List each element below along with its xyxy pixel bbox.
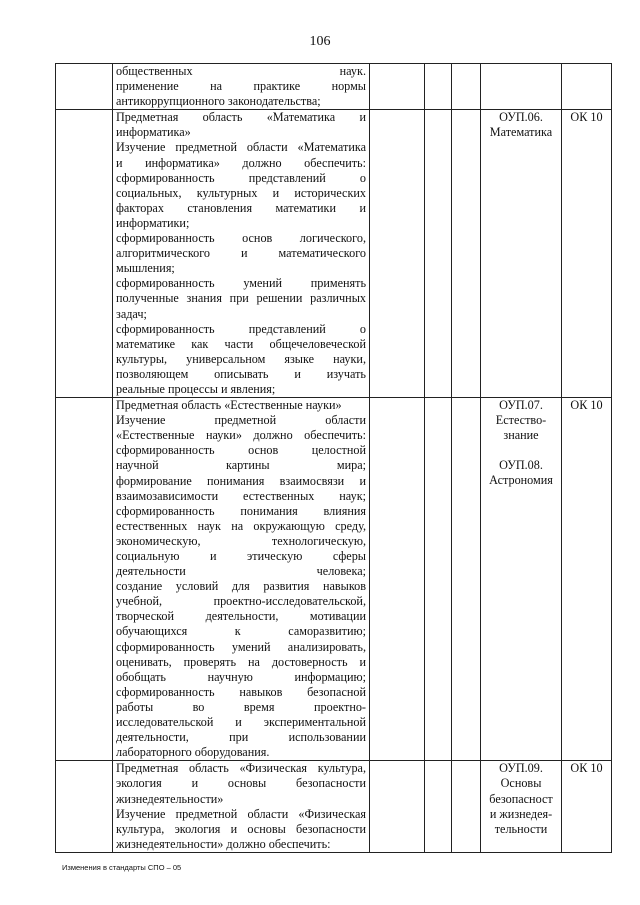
requirement-line: сформированность основ целостной bbox=[116, 443, 366, 458]
requirement-line: Изучение предметной области bbox=[116, 413, 366, 428]
empty-cell bbox=[425, 761, 452, 853]
requirement-line: алгоритмического и математического bbox=[116, 246, 366, 261]
requirement-line: исследовательской и экспериментальной bbox=[116, 715, 366, 730]
requirement-line: антикоррупционного законодательства; bbox=[116, 94, 321, 109]
requirement-line: жизнедеятельности» bbox=[116, 791, 224, 806]
requirement-line: позволяющем описывать и изучать bbox=[116, 366, 366, 381]
empty-cell bbox=[370, 110, 425, 398]
page-number: 106 bbox=[309, 34, 331, 49]
subject-line: тельности bbox=[494, 821, 548, 836]
requirements-cell bbox=[113, 110, 370, 398]
competence-code: ОК 10 bbox=[570, 398, 603, 413]
requirement-line: экономическую, технологическую, bbox=[116, 533, 366, 548]
empty-cell bbox=[425, 110, 452, 398]
subject-line: ОУП.06. bbox=[499, 110, 543, 125]
requirement-line: факторах становления математики и bbox=[116, 200, 366, 215]
requirement-line: полученные знания при решении различных bbox=[116, 291, 366, 306]
requirement-line: Изучение предметной области «Физическая bbox=[116, 806, 366, 821]
subject-line: Основы bbox=[500, 776, 542, 791]
empty-cell bbox=[56, 761, 113, 853]
requirement-line: реальные процессы и явления; bbox=[116, 381, 276, 396]
requirement-line: формирование понимания взаимосвязи и bbox=[116, 473, 366, 488]
requirement-line: культуры, универсальном языке науки, bbox=[116, 351, 366, 366]
requirement-line: социальных, культурных и исторических bbox=[116, 185, 366, 200]
requirement-line: сформированность умений анализировать, bbox=[116, 639, 366, 654]
competence-code: ОК 10 bbox=[570, 110, 603, 125]
subject-line bbox=[481, 443, 561, 458]
requirement-line: взаимозависимости естественных наук; bbox=[116, 488, 366, 503]
requirement-line: обучающихся к саморазвитию; bbox=[116, 624, 366, 639]
table-row bbox=[56, 64, 612, 110]
requirement-line: экология и основы безопасности bbox=[116, 776, 366, 791]
empty-cell bbox=[56, 110, 113, 398]
table-row bbox=[56, 398, 612, 761]
subjects-cell bbox=[481, 398, 562, 761]
requirement-line: сформированность представлений о bbox=[116, 321, 366, 336]
requirement-line: обобщать научную информацию; bbox=[116, 669, 366, 684]
subject-line: знание bbox=[503, 428, 539, 443]
empty-cell bbox=[425, 64, 452, 110]
competence-cell bbox=[562, 761, 612, 853]
requirement-line: социальную и этическую сферы bbox=[116, 549, 366, 563]
empty-cell bbox=[370, 398, 425, 761]
requirement-line: естественных наук на окружающую среду, bbox=[116, 518, 366, 533]
requirement-line: сформированность представлений о bbox=[116, 170, 366, 185]
empty-cell bbox=[452, 761, 481, 853]
requirement-line: научной картины мира; bbox=[116, 458, 366, 473]
requirement-line: применение на практике нормы bbox=[116, 79, 366, 94]
subject-line: ОУП.07. bbox=[499, 398, 543, 413]
requirements-cell bbox=[113, 761, 370, 853]
subject-line: ОУП.09. bbox=[499, 761, 543, 776]
subjects-cell bbox=[481, 110, 562, 398]
subject-line: безопасност bbox=[489, 791, 553, 806]
empty-cell bbox=[370, 761, 425, 853]
empty-cell bbox=[56, 64, 113, 110]
subject-line: ОУП.08. bbox=[499, 458, 543, 473]
standards-table bbox=[55, 63, 612, 853]
empty-cell bbox=[452, 110, 481, 398]
requirement-line: общественных наук. bbox=[116, 64, 366, 78]
footer-note: Изменения в стандарты СПО – 05 bbox=[62, 863, 182, 872]
requirement-line: работы во время проектно- bbox=[116, 699, 366, 714]
empty-cell bbox=[452, 398, 481, 761]
subject-line: Астрономия bbox=[489, 473, 553, 488]
requirement-line: создание условий для развития навыков bbox=[116, 579, 366, 594]
requirement-line: Предметная область «Естественные науки» bbox=[116, 398, 342, 413]
requirement-line: математике как части общечеловеческой bbox=[116, 336, 366, 351]
requirement-line: сформированность основ логического, bbox=[116, 231, 366, 246]
requirement-line: жизнедеятельности» должно обеспечить: bbox=[116, 836, 331, 851]
requirement-line: оценивать, проверять на достоверность и bbox=[116, 654, 366, 669]
requirement-line: деятельности, при использовании bbox=[116, 730, 366, 745]
requirement-line: информатики; bbox=[116, 215, 190, 230]
competence-code: ОК 10 bbox=[570, 761, 603, 776]
requirements-cell bbox=[113, 398, 370, 761]
empty-cell bbox=[425, 398, 452, 761]
requirement-line: информатика» bbox=[116, 125, 191, 140]
competence-cell bbox=[562, 398, 612, 761]
table-row bbox=[56, 110, 612, 398]
requirement-line: задач; bbox=[116, 306, 147, 321]
empty-cell bbox=[370, 64, 425, 110]
requirement-line: лабораторного оборудования. bbox=[116, 745, 270, 760]
empty-cell bbox=[56, 398, 113, 761]
requirement-line: учебной, проектно-исследовательской, bbox=[116, 594, 366, 609]
requirements-cell bbox=[113, 64, 370, 110]
requirement-line: мышления; bbox=[116, 261, 175, 276]
competence-cell bbox=[562, 64, 612, 110]
subjects-cell bbox=[481, 64, 562, 110]
requirement-line: и информатика» должно обеспечить: bbox=[116, 155, 366, 170]
requirement-line: культура, экология и основы безопасности bbox=[116, 821, 366, 836]
subject-line: и жизнедея- bbox=[489, 806, 553, 821]
requirement-line: Предметная область «Математика и bbox=[116, 110, 366, 125]
requirement-line: сформированность навыков безопасной bbox=[116, 684, 366, 699]
subjects-cell bbox=[481, 761, 562, 853]
requirement-line: «Естественные науки» должно обеспечить: bbox=[116, 428, 366, 443]
competence-cell bbox=[562, 110, 612, 398]
subject-line: Математика bbox=[489, 125, 553, 140]
empty-cell bbox=[452, 64, 481, 110]
table-row bbox=[56, 761, 612, 853]
requirement-line: сформированность умений применять bbox=[116, 276, 366, 291]
requirement-line: Изучение предметной области «Математика bbox=[116, 140, 366, 155]
subject-line: Естество- bbox=[495, 413, 547, 428]
requirement-line: деятельности человека; bbox=[116, 564, 366, 579]
requirement-line: сформированность понимания влияния bbox=[116, 503, 366, 518]
requirement-line: Предметная область «Физическая культура, bbox=[116, 761, 366, 776]
requirement-line: творческой деятельности, мотивации bbox=[116, 609, 366, 624]
